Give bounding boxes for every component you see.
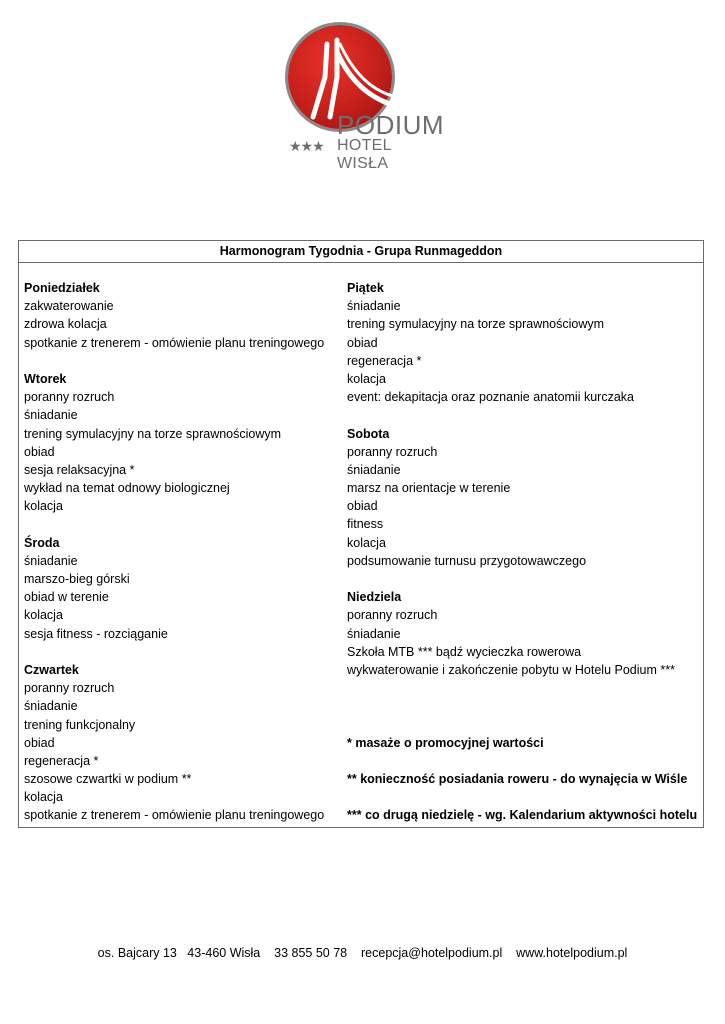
spacer [347,570,699,588]
schedule-item: sesja fitness - rozciąganie [24,626,168,641]
spacer [24,515,342,533]
schedule-item: kolacja [24,790,63,805]
weekly-schedule-table [18,240,704,828]
logo-stars-icon: ★★★ [289,138,324,154]
schedule-item: poranny rozruch [24,681,115,696]
day-heading: Sobota [347,426,390,441]
schedule-title: Harmonogram Tygodnia - Grupa Runmageddon [19,241,703,263]
schedule-item: spotkanie z trenerem - omówienie planu treningowego [24,335,325,350]
spacer [347,679,699,697]
schedule-item: trening symulacyjny na torze sprawnościowym [347,317,605,332]
schedule-item: spotkanie z trenerem - omówienie planu treningowego [24,808,325,823]
spacer [347,716,699,734]
day-heading: Poniedziałek [24,281,100,295]
schedule-item: obiad [24,444,55,459]
schedule-item: trening symulacyjny na torze sprawnościowym [24,426,282,441]
schedule-item: event: dekapitacja oraz poznanie anatomii kurczaka [347,390,634,405]
schedule-item: regeneracja * [24,753,99,768]
schedule-item: obiad [24,735,55,750]
schedule-item: kolacja [347,371,386,386]
footnote: *** co drugą niedzielę - wg. Kalendarium aktywności hotelu [347,808,698,823]
hotel-logo [285,22,445,172]
schedule-item: poranny rozruch [347,608,438,623]
spacer [347,788,699,806]
spacer [347,406,699,424]
schedule-item: trening funkcjonalny [24,717,136,732]
schedule-item: fitness [347,517,384,532]
schedule-item: kolacja [24,608,63,623]
footnote: * masaże o promocyjnej wartości [347,735,544,750]
schedule-item: zdrowa kolacja [24,317,107,332]
schedule-item: kolacja [347,535,386,550]
schedule-item: obiad [347,499,378,514]
schedule-right-column [347,279,699,825]
schedule-item: marsz na orientacje w terenie [347,481,511,496]
schedule-item: śniadanie [24,553,78,568]
schedule-item: śniadanie [347,462,401,477]
schedule-item: obiad [347,335,378,350]
logo-name: PODIUM [337,110,444,140]
schedule-item: wykład na temat odnowy biologicznej [24,481,230,496]
footnote: ** konieczność posiadania roweru - do wynajęcia w Wiśle [347,772,688,787]
schedule-item: śniadanie [24,408,78,423]
schedule-item: zakwaterowanie [24,299,114,314]
schedule-left-column [24,279,342,825]
logo-subtitle: HOTEL WISŁA [337,137,392,172]
spacer [24,352,342,370]
footer-contact: os. Bajcary 13 43-460 Wisła 33 855 50 78 recepcja@hotelpodium.pl www.hotelpodium.pl [97,946,628,960]
schedule-item: sesja relaksacyjna * [24,462,135,477]
schedule-item: poranny rozruch [347,444,438,459]
schedule-item: Szkoła MTB *** bądź wycieczka rowerowa [347,644,582,659]
schedule-item: szosowe czwartki w podium ** [24,772,192,787]
schedule-item: regeneracja * [347,353,422,368]
schedule-item: podsumowanie turnusu przygotowawczego [347,553,587,568]
schedule-item: marszo-bieg górski [24,572,130,586]
schedule-item: śniadanie [347,626,401,641]
spacer [347,752,699,770]
day-heading: Piątek [347,281,384,295]
schedule-item: śniadanie [347,299,401,314]
schedule-item: obiad w terenie [24,590,109,605]
schedule-item: kolacja [24,499,63,514]
schedule-item: śniadanie [24,699,78,714]
spacer [24,643,342,661]
schedule-item: wykwaterowanie i zakończenie pobytu w Hotelu Podium *** [347,662,675,677]
day-heading: Środa [24,535,60,550]
day-heading: Czwartek [24,662,79,677]
schedule-item: poranny rozruch [24,390,115,405]
day-heading: Wtorek [24,371,67,386]
day-heading: Niedziela [347,590,402,605]
spacer [347,697,699,715]
